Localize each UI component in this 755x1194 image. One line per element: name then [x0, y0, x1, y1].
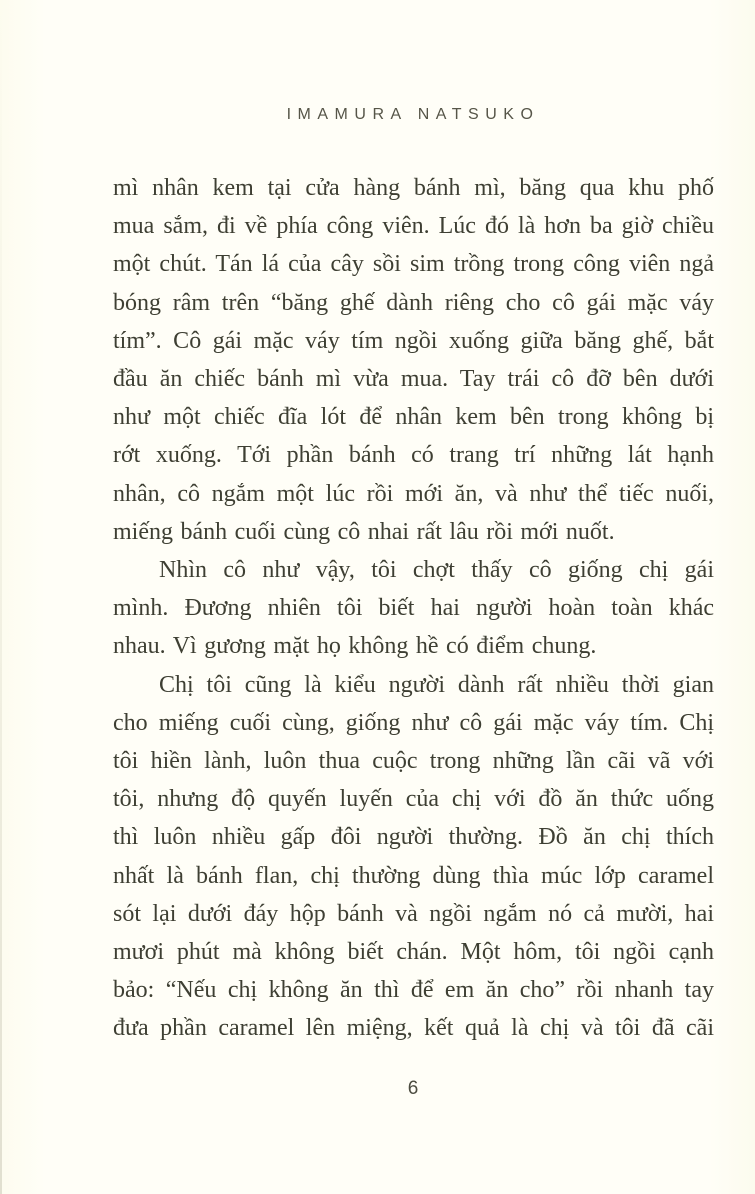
text-line: miếng bánh cuối cùng cô nhai rất lâu rồi mới nuốt. — [113, 518, 615, 545]
text-line: tím”. Cô gái mặc váy tím ngồi xuống giữa băng ghế, bắt — [113, 327, 714, 354]
text-line: Chị tôi cũng là kiểu người dành rất nhiều thời gian — [159, 671, 714, 698]
text-line: mình. Đương nhiên tôi biết hai người hoàn toàn khác — [113, 595, 714, 622]
text-line: mươi phút mà không biết chán. Một hôm, tôi ngồi cạnh — [113, 939, 714, 966]
text-line: đưa phần caramel lên miệng, kết quả là chị và tôi đã cãi — [113, 1015, 714, 1042]
page-edge-shadow — [0, 0, 2, 1194]
text-line: Nhìn cô như vậy, tôi chợt thấy cô giống chị gái — [159, 557, 714, 584]
text-line: mì nhân kem tại cửa hàng bánh mì, băng qua khu phố — [113, 175, 714, 201]
text-line: như một chiếc đĩa lót để nhân kem bên trong không bị — [113, 404, 714, 431]
text-line: rớt xuống. Tới phần bánh có trang trí những lát hạnh — [113, 442, 714, 469]
text-line: tôi hiền lành, luôn thua cuộc trong những lần cãi vã với — [113, 748, 714, 775]
running-header-author: IMAMURA NATSUKO — [286, 106, 540, 123]
text-line: thì luôn nhiều gấp đôi người thường. Đồ ăn chị thích — [113, 824, 714, 851]
text-line: tôi, nhưng độ quyến luyến của chị với đồ ăn thức uống — [113, 786, 714, 813]
text-line: đầu ăn chiếc bánh mì vừa mua. Tay trái cô đỡ bên dưới — [113, 366, 714, 393]
body-text — [113, 169, 714, 1048]
text-line: bảo: “Nếu chị không ăn thì để em ăn cho” rồi nhanh tay — [113, 977, 714, 1004]
text-line: nhất là bánh flan, chị thường dùng thìa múc lớp caramel — [113, 862, 714, 889]
text-line: bóng râm trên “băng ghế dành riêng cho cô gái mặc váy — [113, 289, 714, 316]
text-line: một chút. Tán lá của cây sồi sim trồng trong công viên ngả — [113, 251, 714, 278]
text-line: sót lại dưới đáy hộp bánh và ngồi ngắm nó cả mười, hai — [113, 900, 714, 927]
text-line: cho miếng cuối cùng, giống như cô gái mặc váy tím. Chị — [113, 709, 714, 736]
page-number: 6 — [407, 1078, 419, 1099]
text-line: mua sắm, đi về phía công viên. Lúc đó là hơn ba giờ chiều — [113, 213, 714, 240]
text-line: nhau. Vì gương mặt họ không hề có điểm chung. — [113, 633, 597, 660]
text-line: nhân, cô ngắm một lúc rồi mới ăn, và như thể tiếc nuối, — [113, 480, 714, 507]
